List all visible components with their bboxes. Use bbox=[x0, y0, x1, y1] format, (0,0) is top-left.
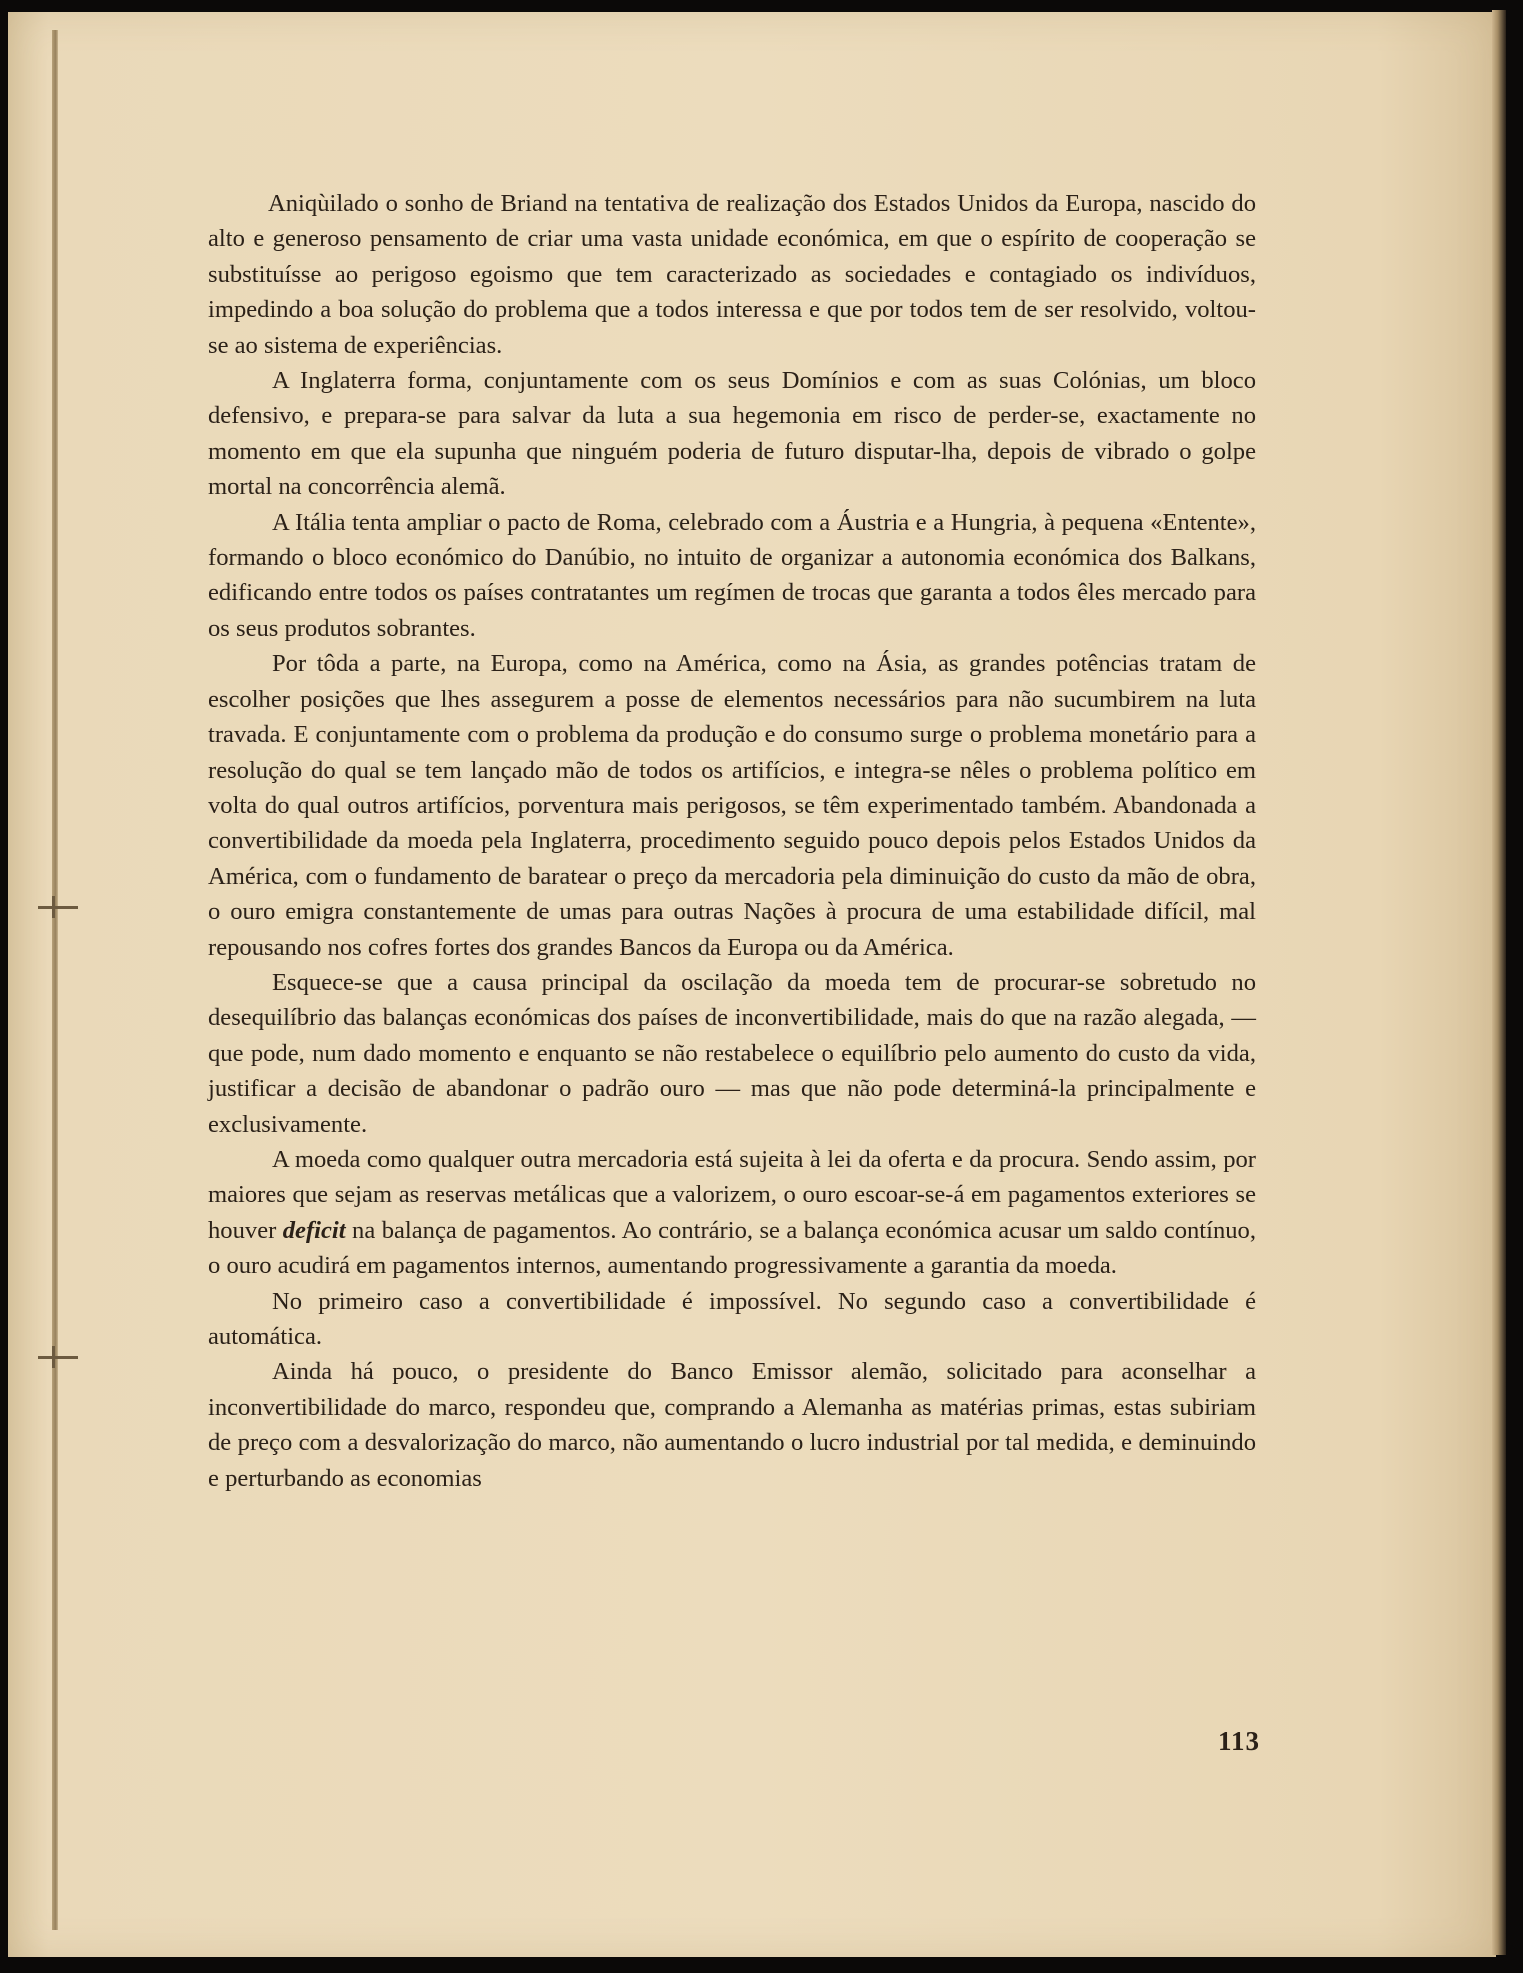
paragraph: Esquece-se que a causa principal da oscilação da moeda tem de procurar-se sobretudo no desequilíbrio das balanças económicas dos países de inconvertibilidade, mais do que na razão alegada, — que pode, num dado momento e enquanto se não restabelece o equilíbrio pelo aumento do custo da vida, justificar a decisão de abandonar o padrão ouro — mas que não pode determiná-la principalmente e exclusivamente. bbox=[208, 968, 1256, 1138]
paragraph-text: A moeda como qualquer outra mercadoria está sujeita à lei da oferta e da procura. Sendo assim, por maiores que sejam as reservas metálicas que a valorizem, o ouro escoar-se-á em pagamentos exteriores se houver bbox=[208, 1145, 1256, 1244]
paragraph: Por tôda a parte, na Europa, como na América, como na Ásia, as grandes potências tratam de escolher posições que lhes assegurem a posse de elementos necessários para não sucumbirem na luta travada. E conjuntamente com o problema da produção e do consumo surge o problema monetário para a resolução do qual se tem lançado mão de todos os artifícios, e integra-se nêles o problema político em volta do qual outros artifícios, porventura mais perigosos, se têm experimentado também. Abandonada a convertibilidade da moeda pela Inglaterra, procedimento seguido pouco depois pelos Estados Unidos da América, com o fundamento de baratear o preço da mercadoria pela diminuição do custo da mão de obra, o ouro emigra constantemente de umas para outras Nações à procura de uma estabilidade difícil, mal repousando nos cofres fortes dos grandes Bancos da Europa ou da América. bbox=[208, 650, 1256, 961]
paragraph: Aniqùilado o sonho de Briand na tentativa de realização dos Estados Unidos da Europa, nascido do alto e generoso pensamento de criar uma vasta unidade económica, em que o espírito de cooperação se substituísse ao perigoso egoismo que tem caracterizado as sociedades e contagiado os indivíduos, impedindo a boa solução do problema que a todos interessa e que por todos tem de ser resolvido, voltou-se ao sistema de experiências. bbox=[208, 190, 1256, 359]
body-text bbox=[208, 186, 1256, 1496]
paragraph bbox=[208, 1142, 1256, 1284]
paragraph: A Inglaterra forma, conjuntamente com os seus Domínios e com as suas Colónias, um bloco defensivo, e prepara-se para salvar da luta a sua hegemonia em risco de perder-se, exactamente no momento em que ela supunha que ninguém poderia de futuro disputar-lha, depois de vibrado o golpe mortal na concorrência alemã. bbox=[208, 367, 1256, 501]
binding-stitch-knot bbox=[52, 1346, 55, 1368]
paragraph: A Itália tenta ampliar o pacto de Roma, celebrado com a Áustria e a Hungria, à pequena «Entente», formando o bloco económico do Danúbio, no intuito de organizar a autonomia económica dos Balkans, edificando entre todos os países contratantes um regímen de trocas que garanta a todos êles mercado para os seus produtos sobrantes. bbox=[208, 508, 1256, 642]
binding-stitch-knot bbox=[52, 896, 55, 918]
binding-stitch bbox=[38, 906, 78, 909]
binding-spine bbox=[52, 30, 58, 1930]
page-number: 113 bbox=[1217, 1726, 1260, 1756]
page-right-edge bbox=[1492, 10, 1506, 1955]
italic-term: deficit bbox=[282, 1216, 346, 1244]
paragraph: Ainda há pouco, o presidente do Banco Emissor alemão, solicitado para aconselhar a inconvertibilidade do marco, respondeu que, comprando a Alemanha as matérias primas, estas subiriam de preço com a desvalorização do marco, não aumentando o lucro industrial por tal medida, e deminuindo e perturbando as economias bbox=[208, 1358, 1256, 1492]
binding-stitch bbox=[38, 1356, 78, 1359]
paragraph-text: na balança de pagamentos. Ao contrário, se a balança económica acusar um saldo contínuo, o ouro acudirá em pagamentos internos, aumentando progressivamente a garantia da moeda. bbox=[208, 1216, 1256, 1280]
paragraph: No primeiro caso a convertibilidade é impossível. No segundo caso a convertibilidade é automática. bbox=[208, 1287, 1256, 1350]
